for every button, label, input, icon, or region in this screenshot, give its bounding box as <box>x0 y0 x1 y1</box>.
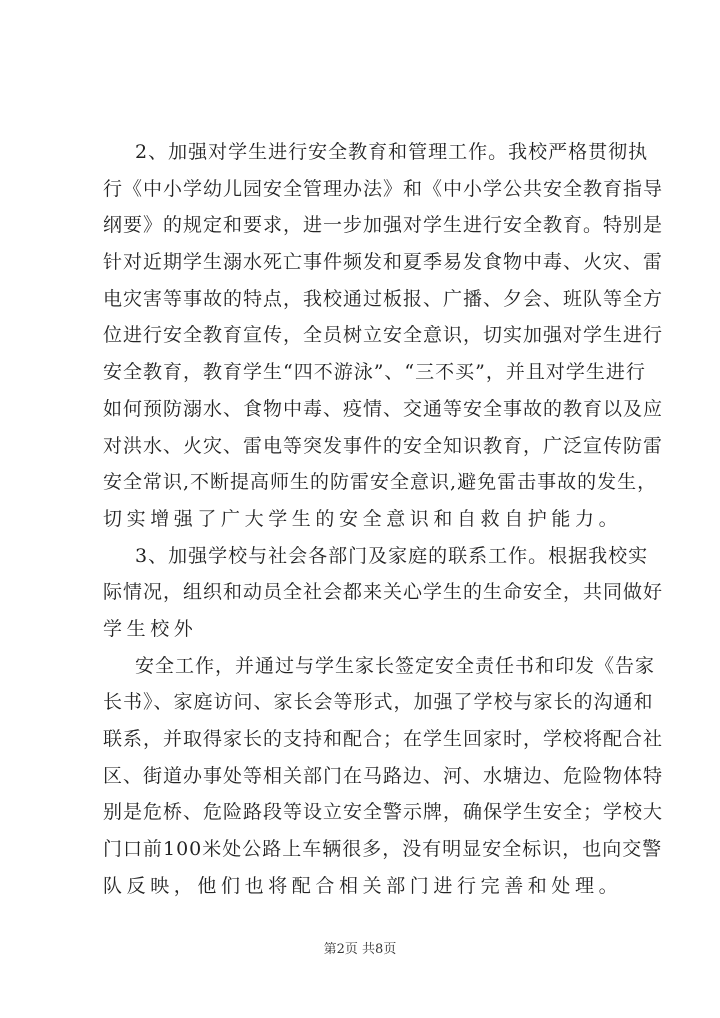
text-line: 如何预防溺水、食物中毒、疫情、交通等安全事故的教育以及应 <box>103 397 664 420</box>
paragraph <box>103 134 664 538</box>
text-line: 联系，并取得家长的支持和配合；在学生回家时，学校将配合社 <box>103 728 664 750</box>
text-line: 纲要》的规定和要求，进一步加强对学生进行安全教育。特别是 <box>103 214 664 237</box>
text-line: 安全工作，并通过与学生家长签定安全责任书和印发《告家 <box>135 654 656 677</box>
text-line: 对洪水、火灾、雷电等突发事件的安全知识教育，广泛宣传防雷 <box>103 434 664 457</box>
text-line: 2、加强对学生进行安全教育和管理工作。我校严格贯彻执 <box>135 141 649 163</box>
text-line: 门口前100米处公路上车辆很多，没有明显安全标识，也向交警 <box>103 838 663 861</box>
text-line: 切实增强了广大学生的安全意识和自救自护能力。 <box>103 507 623 530</box>
paragraph <box>103 538 664 648</box>
text-line: 学生校外 <box>103 617 198 640</box>
text-line: 安全常识,不断提高师生的防雷安全意识,避免雷击事故的发生， <box>103 471 658 494</box>
text-line: 区、街道办事处等相关部门在马路边、河、水塘边、危险物体特 <box>103 764 664 787</box>
text-line: 3、加强学校与社会各部门及家庭的联系工作。根据我校实 <box>135 544 649 567</box>
document-body <box>103 134 664 904</box>
text-line: 际情况，组织和动员全社会都来关心学生的生命安全，共同做好 <box>103 581 664 604</box>
text-line: 安全教育，教育学生“四不游泳”、“三不买”，并且对学生进行 <box>103 361 646 384</box>
text-line: 别是危桥、危险路段等设立安全警示牌，确保学生安全；学校大 <box>103 801 664 824</box>
text-line: 位进行安全教育宣传，全员树立安全意识，切实加强对学生进行 <box>103 324 664 347</box>
text-line: 针对近期学生溺水死亡事件频发和夏季易发食物中毒、火灾、雷 <box>103 251 664 274</box>
page-number: 第2页 共8页 <box>323 942 397 957</box>
text-line: 电灾害等事故的特点，我校通过板报、广播、夕会、班队等全方 <box>103 287 664 310</box>
text-line: 队反映，他们也将配合相关部门进行完善和处理。 <box>103 874 623 897</box>
paragraph <box>103 648 664 905</box>
text-line: 行《中小学幼儿园安全管理办法》和《中小学公共安全教育指导 <box>103 177 664 200</box>
text-line: 长书》、家庭访问、家长会等形式，加强了学校与家长的沟通和 <box>103 691 654 714</box>
